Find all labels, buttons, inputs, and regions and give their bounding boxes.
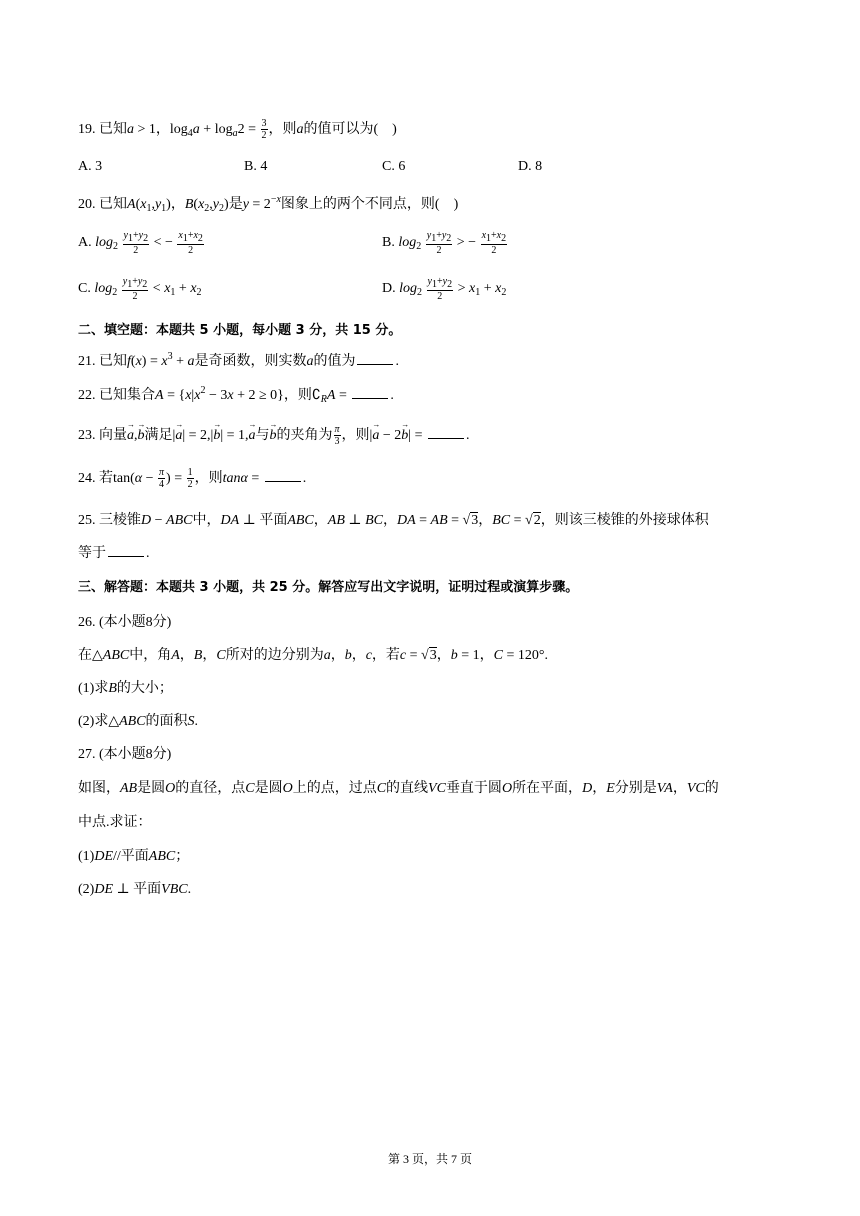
q19-option-d: D. 8 — [518, 159, 543, 174]
answer-blank — [108, 544, 144, 557]
question-25-line-2: 等于 . — [78, 546, 150, 561]
page-footer: 第 3 页，共 7 页 — [387, 1152, 472, 1166]
q19-option-b: B. 4 — [244, 159, 268, 174]
question-27-stem: 如图，AB是圆O的直径，点C是圆O上的点，过点C的直线VC垂直于圆O所在平面，D，E分别是VA，VC的 — [78, 781, 719, 796]
question-23: 23. 向量→ a,→ b满足|→ a| = 2,|→ b| = 1,→ a与→ b的夹角为 $\frac{\pi}{3}$ ，则|→ a − 2→ b| = . — [78, 424, 469, 447]
answer-blank — [352, 386, 388, 399]
question-21: 21. 已知$f(x) = x^3 + a$是奇函数，则实数a的值为 . — [78, 351, 399, 369]
question-19: 19. 已知a > 1，$\log_4a + \log_a2$ = $\frac{3}{2}$ ，则a的值可以为( ) — [78, 118, 397, 142]
q20-option-b: B. $\log_2$ $\frac{y1+y2}{2}$ > − $\frac{x1+x2}{2}$ — [382, 230, 507, 256]
section-heading-answer: 三、解答题：本题共 3 小题，共 25 分。解答应写出文字说明，证明过程或演算步骤。 — [78, 580, 579, 595]
fraction: $\frac{3}{2}$ — [261, 118, 267, 142]
q19-option-a: A. 3 — [78, 159, 103, 174]
question-26-header: 26. (本小题8分) — [78, 615, 172, 630]
q20-option-c: C. $\log_2$ $\frac{y1+y2}{2}$ < $x_1 + x_2$ — [78, 276, 202, 302]
question-24: 24. 若tan(α − $\frac{\pi}{4}$ ) = $\frac{1}{2}$ ，则tanα = . — [78, 467, 307, 491]
question-26-stem: 在△ABC中，角A，B，C所对的边分别为a，b，c，若c = √3，b = 1，C = 120°. — [78, 648, 548, 663]
question-26-part-2: (2)求△ABC的面积S. — [78, 714, 199, 729]
section-heading-fill-in: 二、填空题：本题共 5 小题，每小题 3 分，共 15 分。 — [78, 323, 402, 338]
question-27-stem-line-2: 中点.求证： — [78, 815, 152, 830]
question-20: 20. 已知$A(x_1,y_1)$，$B(x_2,y_2)$是$y = 2^{-x}$图象上的两个不同点，则( ) — [78, 194, 459, 214]
question-25: 25. 三棱锥D − ABC中，DA ⊥ 平面ABC，AB ⊥ BC，DA = AB = √3，BC = √2，则该三棱锥的外接球体积 — [78, 513, 709, 528]
q20-option-d: D. $\log_2$ $\frac{y1+y2}{2}$ > $x_1 + x_2$ — [382, 276, 507, 302]
answer-blank — [357, 352, 393, 365]
question-27-part-1: (1)DE//平面ABC； — [78, 849, 190, 864]
q19-option-c: C. 6 — [382, 159, 406, 174]
question-26-part-1: (1)求B的大小； — [78, 681, 173, 696]
question-27-header: 27. (本小题8分) — [78, 747, 172, 762]
answer-blank — [265, 469, 301, 482]
q20-option-a: A. $\log_2$ $\frac{y1+y2}{2}$ < − $\frac{x1+x2}{2}$ — [78, 230, 203, 256]
question-22: 22. 已知集合$A = \{x|x^2 - 3x + 2 \ge 0\}$，则$∁_RA$ = . — [78, 385, 394, 405]
answer-blank — [428, 426, 464, 439]
question-27-part-2: (2)DE ⊥ 平面VBC. — [78, 882, 192, 897]
